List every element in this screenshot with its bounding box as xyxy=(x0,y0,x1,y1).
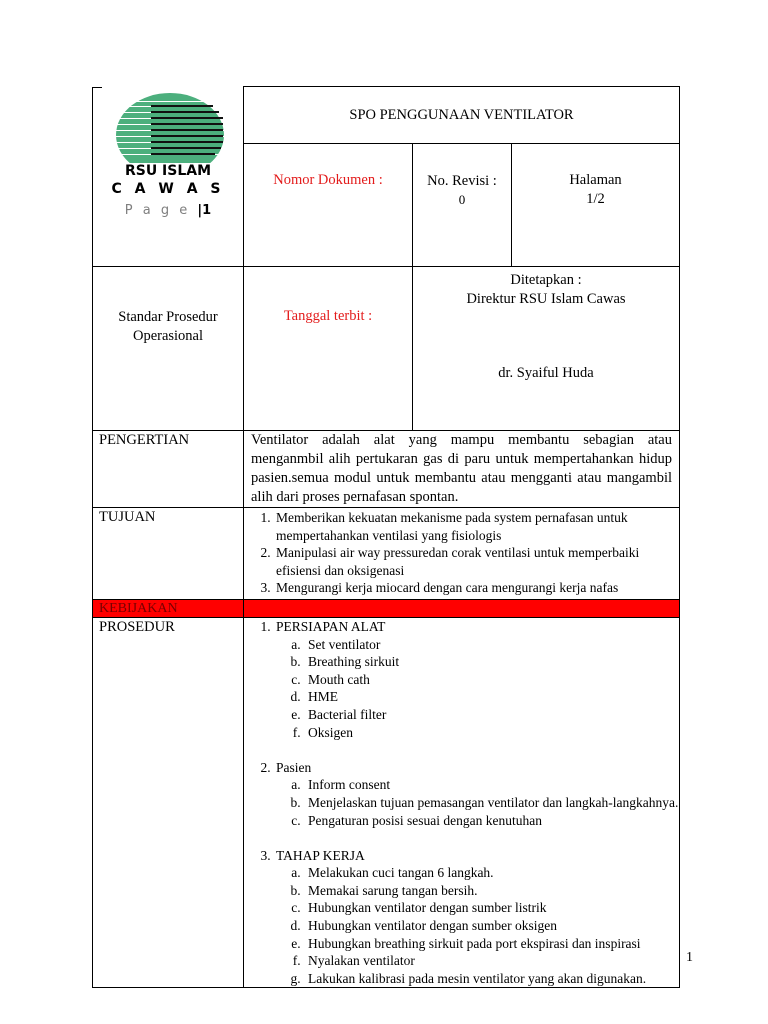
tahap-kerja-list xyxy=(276,864,679,987)
ditetapkan-label: Ditetapkan : xyxy=(510,272,582,288)
direktur-label: Direktur RSU Islam Cawas xyxy=(466,291,626,307)
standar-prosedur-label: Standar Prosedur Operasional xyxy=(93,267,244,431)
list-item: a. Set ventilator xyxy=(304,636,679,654)
no-revisi-cell xyxy=(413,144,512,267)
kebijakan-content xyxy=(244,599,680,617)
spo-document-table xyxy=(92,86,680,988)
list-item: a. Melakukan cuci tangan 6 langkah. xyxy=(304,864,679,882)
section-title: TAHAP KERJA xyxy=(276,847,365,863)
kebijakan-label: KEBIJAKAN xyxy=(93,599,244,617)
list-item: e. Hubungkan breathing sirkuit pada port ekspirasi dan inspirasi xyxy=(304,935,679,953)
list-item: b. Memakai sarung tangan bersih. xyxy=(304,882,679,900)
prosedur-label: PROSEDUR xyxy=(93,617,244,987)
persiapan-alat-list xyxy=(276,636,679,742)
tujuan-item: 1. Memberikan kekuatan mekanisme pada system pernafasan untuk mempertahankan ventilasi yang fisiologis xyxy=(274,509,679,544)
no-revisi-label: No. Revisi : xyxy=(427,173,497,189)
logo-name-line2: C A W A S xyxy=(111,180,225,197)
list-item: f. Nyalakan ventilator xyxy=(304,952,679,970)
footer-page-number: 1 xyxy=(686,950,693,965)
tujuan-item: 3. Mengurangi kerja miocard dengan cara mengurangi kerja nafas xyxy=(274,579,679,597)
tujuan-list xyxy=(244,509,679,597)
list-item: d. Hubungkan ventilator dengan sumber oksigen xyxy=(304,917,679,935)
list-item: c. Mouth cath xyxy=(304,671,679,689)
list-item: f. Oksigen xyxy=(304,724,679,742)
section-title: PERSIAPAN ALAT xyxy=(276,618,386,634)
page-label: P a g e |1 xyxy=(124,202,212,218)
prosedur-content xyxy=(244,617,680,987)
list-item: e. Bacterial filter xyxy=(304,706,679,724)
tanggal-terbit-label: Tanggal terbit : xyxy=(244,267,413,431)
pengertian-label: PENGERTIAN xyxy=(93,431,244,508)
prosedur-section xyxy=(274,618,679,759)
pengertian-text: Ventilator adalah alat yang mampu membantu sebagian atau menganmbil alih pertukaran gas di paru untuk mempertahankan hidup pasien.semua modul untuk membantu atau mengganti atau mangambil alih dari proses pernafasan spontan. xyxy=(244,431,680,508)
list-item: c. Hubungkan ventilator dengan sumber listrik xyxy=(304,899,679,917)
hospital-logo xyxy=(93,87,243,239)
section-title: Pasien xyxy=(276,759,312,775)
halaman-label: Halaman xyxy=(569,172,622,188)
ditetapkan-cell xyxy=(413,267,680,431)
logo-cell xyxy=(93,87,244,267)
prosedur-sections xyxy=(244,618,679,987)
pasien-list xyxy=(276,776,679,829)
signatory-name: dr. Syaiful Huda xyxy=(498,365,594,381)
logo-name-line1: RSU ISLAM xyxy=(124,162,212,179)
prosedur-section xyxy=(274,759,679,847)
tujuan-label: TUJUAN xyxy=(93,508,244,600)
page-label-text: P a g e xyxy=(124,202,191,218)
list-item: d. HME xyxy=(304,688,679,706)
list-item: a. Inform consent xyxy=(304,776,679,794)
hospital-emblem-icon xyxy=(115,93,225,163)
tujuan-item: 2. Manipulasi air way pressuredan corak ventilasi untuk memperbaiki efisiensi dan oksigenasi xyxy=(274,544,679,579)
tujuan-content xyxy=(244,508,680,600)
document-title: SPO PENGGUNAAN VENTILATOR xyxy=(244,87,680,144)
list-item: c. Pengaturan posisi sesuai dengan kenutuhan xyxy=(304,812,679,830)
list-item: g. Lakukan kalibrasi pada mesin ventilator yang akan digunakan. xyxy=(304,970,679,988)
prosedur-section xyxy=(274,847,679,988)
halaman-value: 1/2 xyxy=(586,191,605,207)
list-item: b. Menjelaskan tujuan pemasangan ventilator dan langkah-langkahnya. xyxy=(304,794,679,812)
list-item: b. Breathing sirkuit xyxy=(304,653,679,671)
nomor-dokumen-label: Nomor Dokumen : xyxy=(244,144,413,267)
page-label-number: 1 xyxy=(202,202,212,218)
no-revisi-value: 0 xyxy=(458,192,466,207)
halaman-cell xyxy=(512,144,680,267)
